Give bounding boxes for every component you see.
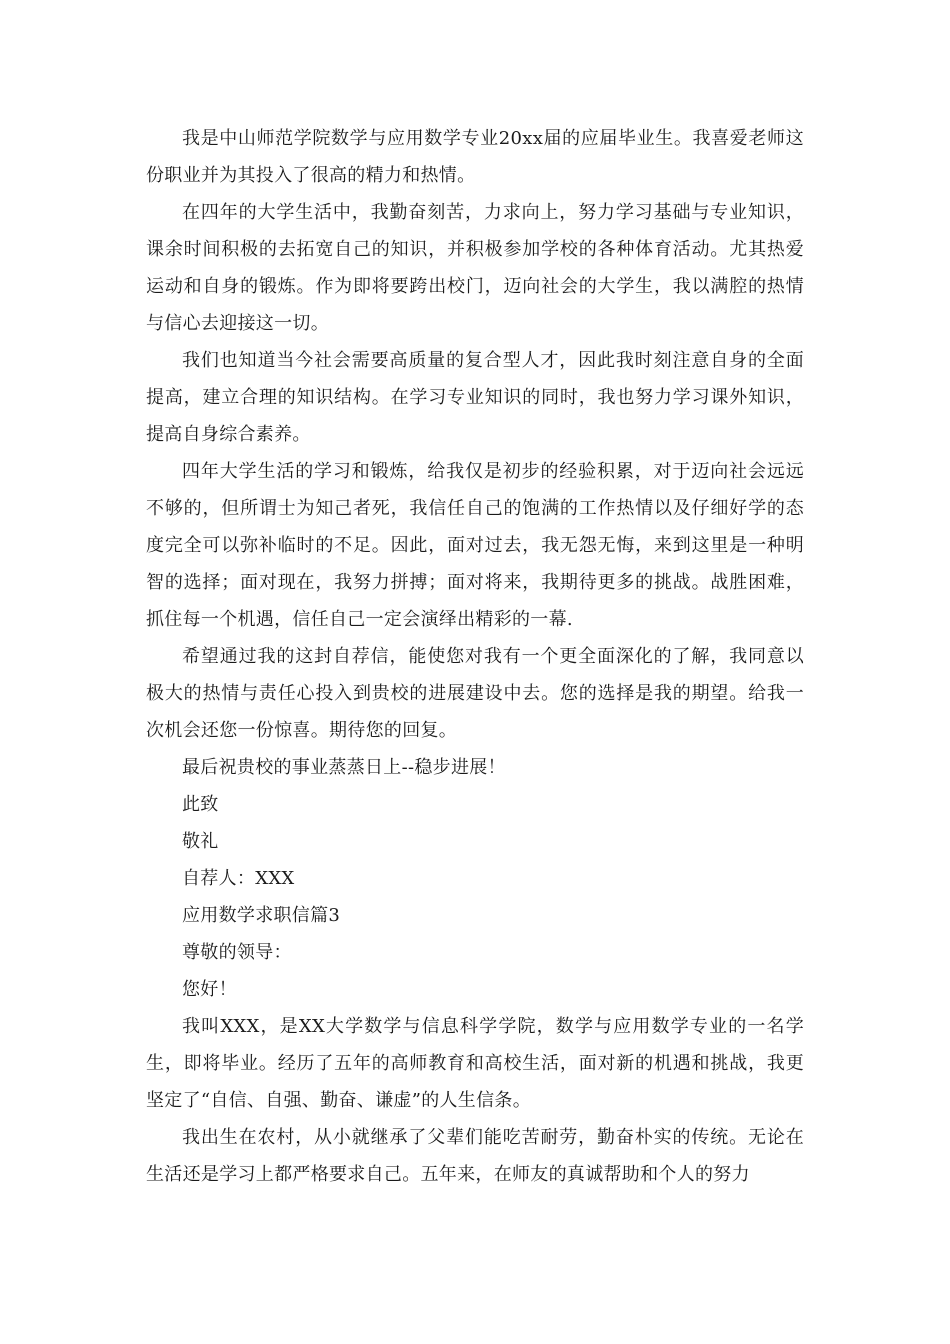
paragraph-experience: 四年大学生活的学习和锻炼，给我仅是初步的经验积累，对于迈向社会远远不够的，但所谓士为知己者死，我信任自己的饱满的工作热情以及仔细好学的态度完全可以弥补临时的不足。因此，面对过去，我无怨无悔，来到这里是一种明智的选择；面对现在，我努力拼搏；面对将来，我期待更多的挑战。战胜困难，抓住每一个机遇，信任自己一定会演绎出精彩的一幕. xyxy=(146,461,804,630)
closing-cizhi: 此致 xyxy=(182,794,219,815)
closing-wish: 最后祝贵校的事业蒸蒸日上--稳步进展！ xyxy=(182,757,506,778)
paragraph-self-introduction: 我叫XXX，是XX大学数学与信息科学学院，数学与应用数学专业的一名学生，即将毕业。经历了五年的高师教育和高校生活，面对新的机遇和挑战，我更坚定了“自信、自强、勤奋、谦虚”的人生信条。 xyxy=(146,1016,804,1111)
paragraph-self-improvement: 我们也知道当今社会需要高质量的复合型人才，因此我时刻注意自身的全面提高，建立合理的知识结构。在学习专业知识的同时，我也努力学习课外知识，提高自身综合素养。 xyxy=(146,350,804,445)
closing-jingli: 敬礼 xyxy=(182,831,219,852)
paragraph-background: 我出生在农村，从小就继承了父辈们能吃苦耐劳，勤奋朴实的传统。无论在生活还是学习上都严格要求自己。五年来，在师友的真诚帮助和个人的努力 xyxy=(146,1127,804,1185)
paragraph-university-life: 在四年的大学生活中，我勤奋刻苦，力求向上，努力学习基础与专业知识，课余时间积极的去拓宽自己的知识，并积极参加学校的各种体育活动。尤其热爱运动和自身的锻炼。作为即将要跨出校门，迈向社会的大学生，我以满腔的热情与信心去迎接这一切。 xyxy=(146,202,804,334)
paragraph-hope: 希望通过我的这封自荐信，能使您对我有一个更全面深化的了解，我同意以极大的热情与责任心投入到贵校的进展建设中去。您的选择是我的期望。给我一次机会还您一份惊喜。期待您的回复。 xyxy=(146,646,804,741)
letter-body xyxy=(146,120,804,1193)
section-heading: 应用数学求职信篇3 xyxy=(182,905,341,926)
salutation: 尊敬的领导： xyxy=(182,942,292,963)
paragraph-intro: 我是中山师范学院数学与应用数学专业20xx届的应届毕业生。我喜爱老师这份职业并为其投入了很高的精力和热情。 xyxy=(146,128,804,186)
signature-line: 自荐人：XXX xyxy=(182,868,295,889)
greeting: 您好！ xyxy=(182,979,237,1000)
